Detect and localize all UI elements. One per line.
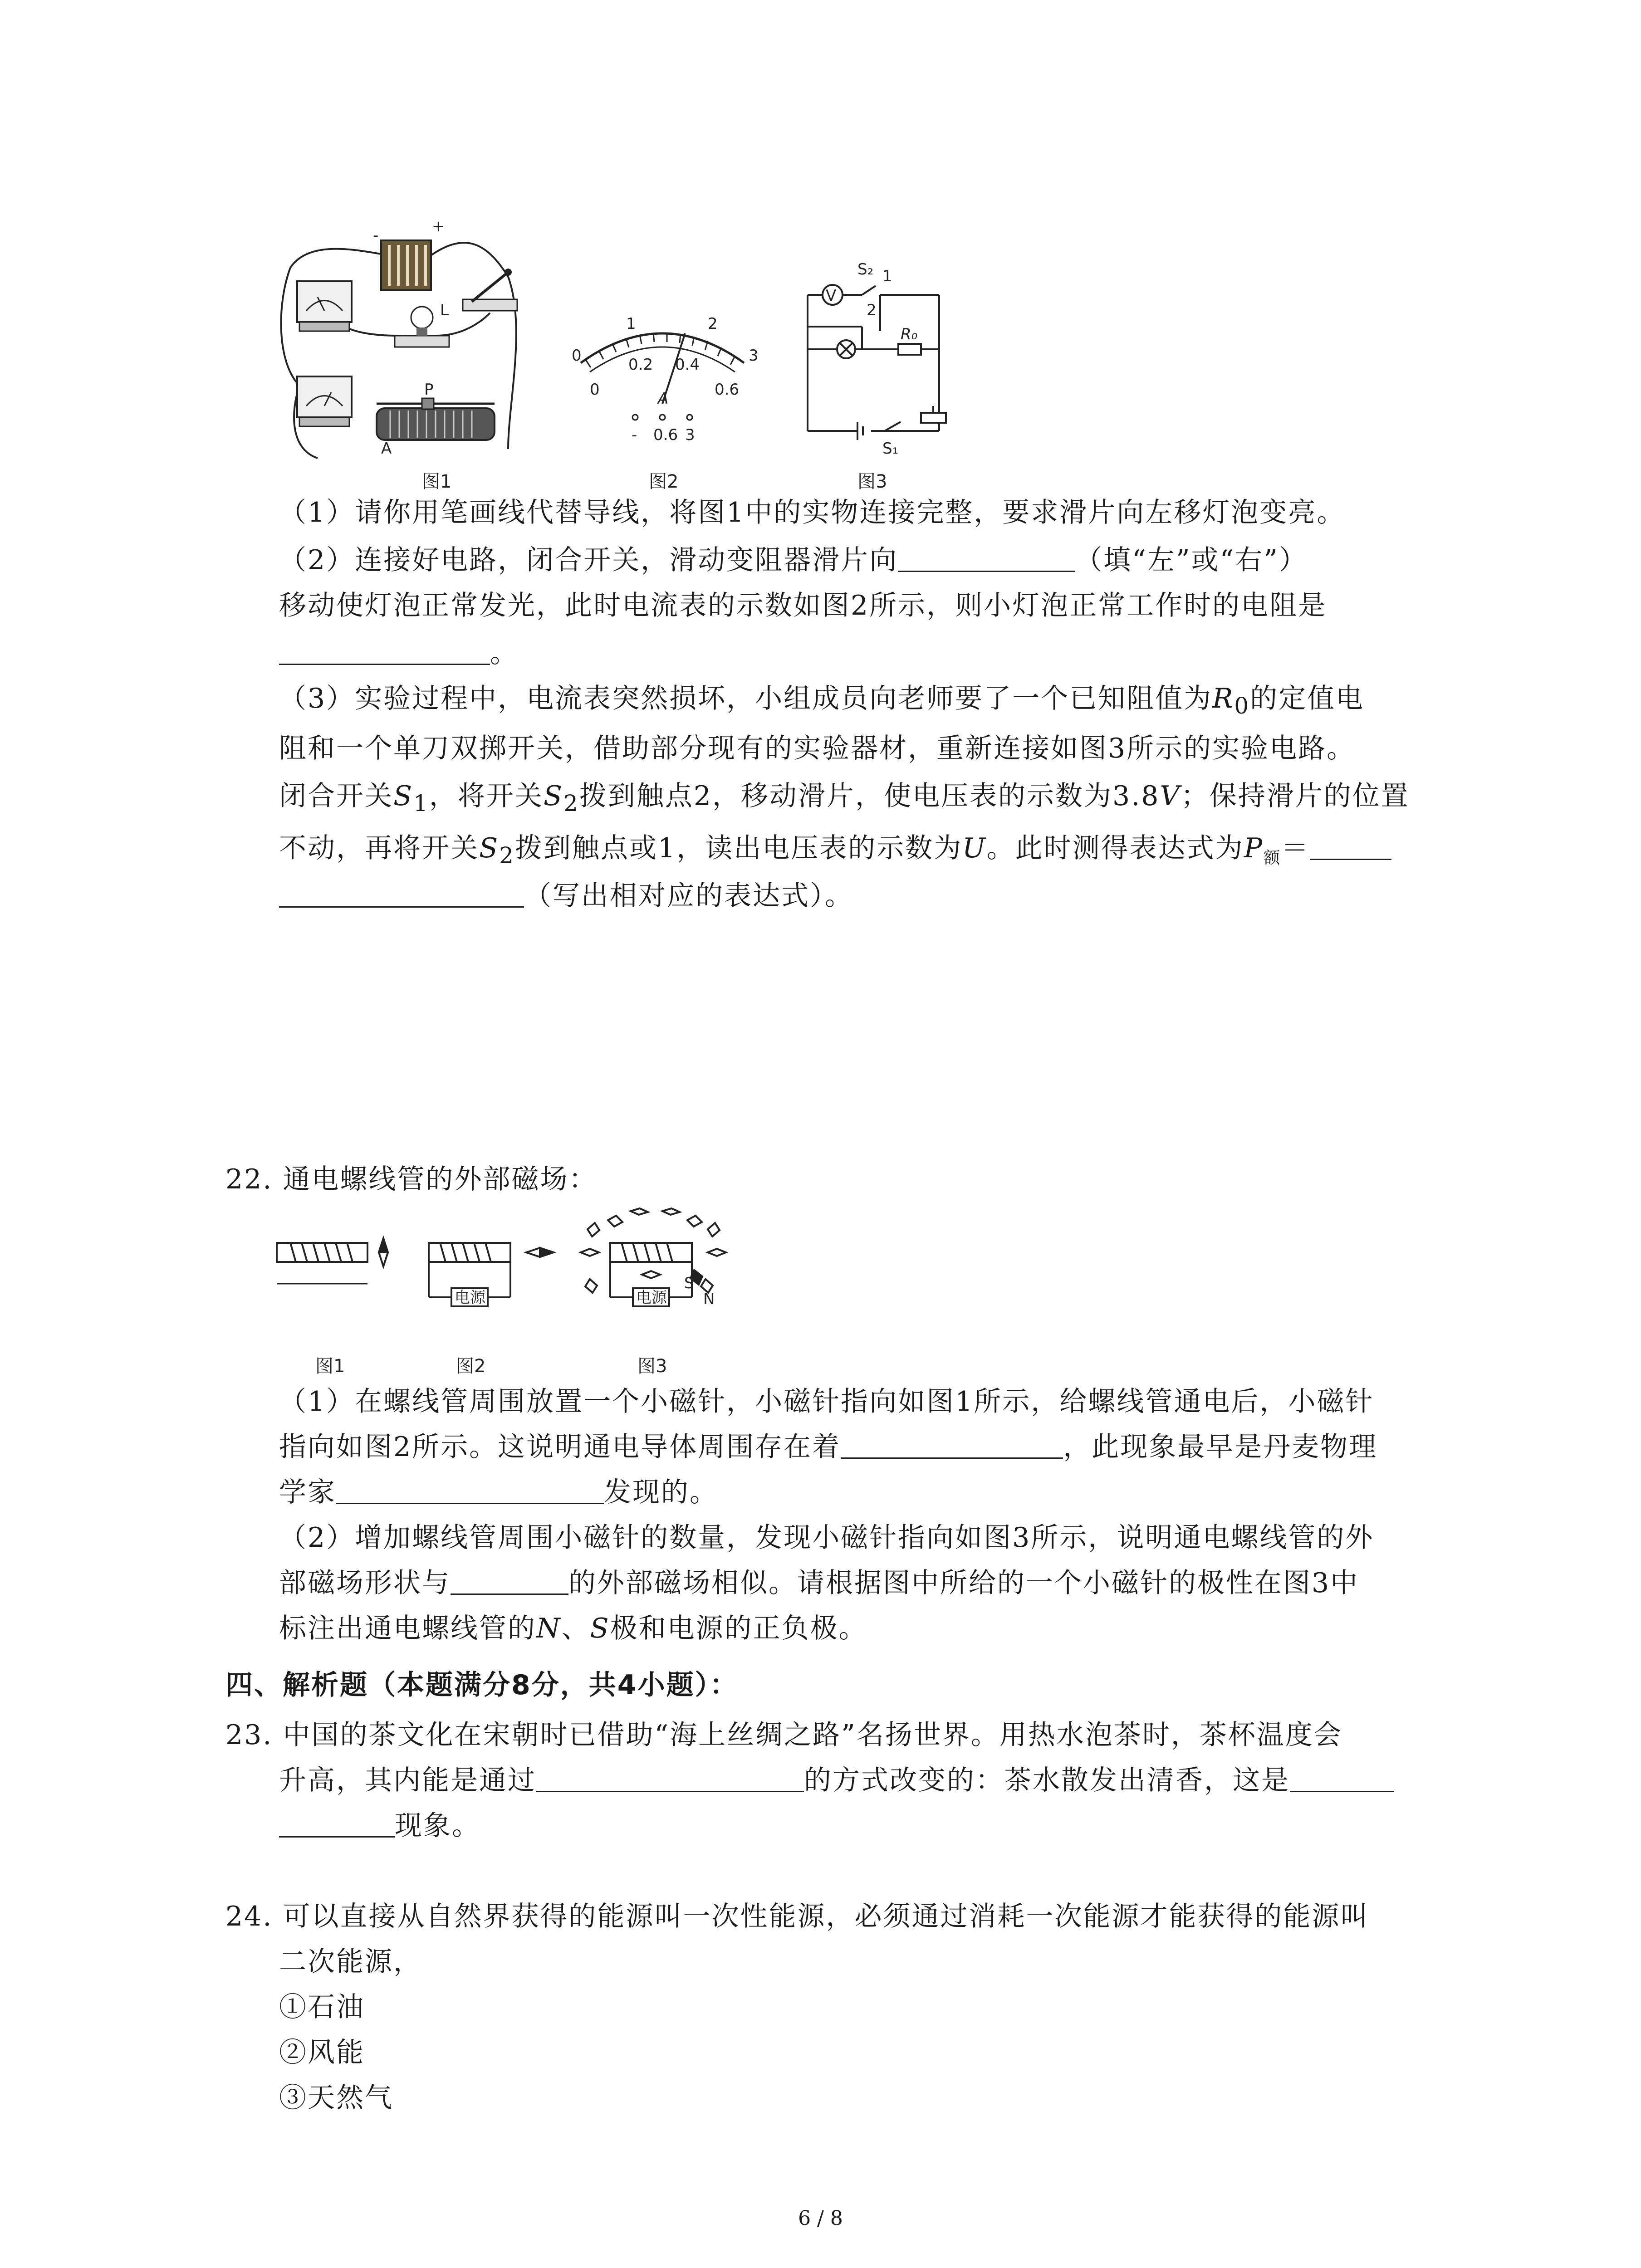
q21-p3-d1: 闭合开关 xyxy=(279,780,393,812)
q21-part3-line1 xyxy=(279,680,1364,724)
fig1-minus-label: - xyxy=(373,226,379,244)
section-4-heading: 四、解析题（本题满分8分，共4小题）： xyxy=(225,1669,739,1701)
q21-p2-text-a: （2）连接好电路，闭合开关，滑动变阻器滑片向 xyxy=(279,544,898,576)
q21-blank-expression-a[interactable] xyxy=(1310,833,1391,860)
q22-p1-e: 发现的。 xyxy=(604,1476,718,1508)
q21-part2-line3 xyxy=(279,635,519,671)
q21-part1: （1）请你用笔画线代替导线，将图1中的实物连接完整，要求滑片向左移灯泡变亮。 xyxy=(279,497,1346,528)
q21-s2-symbol-b: S xyxy=(479,832,500,864)
q21-p-symbol: P xyxy=(1244,832,1264,864)
q21-s1-subscript: 1 xyxy=(413,790,429,816)
q21-part3-line5 xyxy=(279,878,853,914)
q22-part1-line3 xyxy=(279,1474,718,1510)
fig1-lamp-label: L xyxy=(440,301,449,319)
q21-blank-expression-b[interactable] xyxy=(279,881,524,908)
q23-line3 xyxy=(279,1808,480,1844)
q21-blank-direction[interactable] xyxy=(898,545,1075,572)
q21-part3-line2: 阻和一个单刀双掷开关，借助部分现有的实验器材，重新连接如图3所示的实验电路。 xyxy=(279,733,1356,764)
q24-item-2: ②风能 xyxy=(279,2037,365,2068)
q21-p-subscript: 额 xyxy=(1264,849,1282,867)
q22-fig3-pole-n: N xyxy=(703,1290,715,1308)
fig1-circuit-photo xyxy=(281,217,517,492)
q21-s2-subscript: 2 xyxy=(563,790,579,816)
fig1-slider-label: P xyxy=(424,381,434,399)
fig3-caption: 图3 xyxy=(857,471,887,492)
q21-p3-text-a: （3）实验过程中，电流表突然损坏，小组成员向老师要了一个已知阻值为 xyxy=(279,683,1213,714)
fig2-unit: A xyxy=(658,390,669,408)
q22-blank-field[interactable] xyxy=(841,1432,1063,1459)
q23-blank-phenomenon-b[interactable] xyxy=(279,1811,395,1838)
q23-line2 xyxy=(279,1762,1394,1799)
q23-c: 现象。 xyxy=(395,1810,480,1842)
fig2-terminal-minus: - xyxy=(632,426,637,444)
q23-blank-phenomenon-a[interactable] xyxy=(1290,1765,1394,1792)
q22-fig1-solenoid xyxy=(277,1238,388,1284)
q22-part2-line3 xyxy=(279,1610,867,1647)
q22-p1-b: 指向如图2所示。这说明通电导体周围存在着 xyxy=(279,1431,841,1463)
fig2-caption: 图2 xyxy=(649,471,679,492)
q22-s-pole: S xyxy=(590,1613,610,1644)
q22-fig3-caption: 图3 xyxy=(637,1356,667,1377)
q22-p2-b1: 部磁场形状与 xyxy=(279,1567,451,1599)
q21-r0-symbol: R xyxy=(1212,683,1234,714)
fig2-terminal-06: 0.6 xyxy=(653,426,678,444)
fig2-bottom-tick-0: 0 xyxy=(590,381,600,399)
fig2-terminal-3: 3 xyxy=(685,426,695,444)
q21-p3-text-b: 的定值电 xyxy=(1250,683,1365,714)
q22-part1-line1: （1）在螺线管周围放置一个小磁针，小磁针指向如图1所示，给螺线管通电后，小磁针 xyxy=(279,1386,1374,1418)
q21-p3-e1: 不动，再将开关 xyxy=(279,832,479,864)
fig1-terminal-label: A xyxy=(381,440,392,458)
q21-p3-f: （写出相对应的表达式）。 xyxy=(524,880,853,912)
q22-fig1-caption: 图1 xyxy=(315,1356,345,1377)
q21-p3-e3: 。此时测得表达式为 xyxy=(986,832,1244,864)
fig2-bottom-tick-3: 0.6 xyxy=(715,381,740,399)
q22-title: 22. 通电螺线管的外部磁场： xyxy=(225,1163,598,1195)
q24-line1: 24. 可以直接从自然界获得的能源叫一次性能源，必须通过消耗一次能源才能获得的能源叫 xyxy=(225,1901,1369,1932)
fig2-bottom-tick-1: 0.2 xyxy=(628,356,653,374)
q22-p2-c2: 极和电源的正负极。 xyxy=(610,1613,867,1644)
ammeter-icon xyxy=(297,281,352,322)
fig2-bottom-tick-2: 0.4 xyxy=(675,356,700,374)
voltmeter-icon xyxy=(297,376,352,417)
q24-item-3: ③天然气 xyxy=(279,2082,393,2114)
q21-volt-unit: V xyxy=(1160,780,1181,812)
q21-p2-end: 。 xyxy=(490,637,519,669)
q22-p2-b2: 的外部磁场相似。请根据图中所给的一个小磁针的极性在图3中 xyxy=(568,1567,1359,1599)
q23-line1: 23. 中国的茶文化在宋朝时已借助“海上丝绸之路”名扬世界。用热水泡茶时，茶杯温度会 xyxy=(225,1719,1342,1751)
fig3-contact1: 1 xyxy=(882,267,892,285)
q21-part3-line3 xyxy=(279,778,1410,821)
q22-blank-shape[interactable] xyxy=(451,1568,568,1595)
q23-blank-method[interactable] xyxy=(536,1765,804,1792)
fig2-top-tick-2: 2 xyxy=(708,315,718,333)
q23-b2: 的方式改变的：茶水散发出清香，这是 xyxy=(804,1765,1290,1796)
fig2-top-tick-3: 3 xyxy=(749,347,759,365)
q22-blank-scientist[interactable] xyxy=(336,1477,604,1504)
q22-p2-c1: 标注出通电螺线管的 xyxy=(279,1613,536,1644)
q21-figures xyxy=(272,213,980,494)
q24-item-1: ①石油 xyxy=(279,1991,365,2023)
q21-s2-subscript-b: 2 xyxy=(499,842,515,869)
q21-part2-line2: 移动使灯泡正常发光，此时电流表的示数如图2所示，则小灯泡正常工作时的电阻是 xyxy=(279,590,1327,621)
q21-p2-text-b: （填“左”或“右”） xyxy=(1075,544,1308,576)
q21-p3-d3: 拨到触点2，移动滑片，使电压表的示数为3.8 xyxy=(579,780,1160,812)
q21-equals: ＝ xyxy=(1281,832,1310,864)
lamp-icon xyxy=(411,307,433,328)
fig3-switch1-label: S₁ xyxy=(882,440,899,458)
q21-s2-symbol: S xyxy=(543,780,564,812)
fig2-ammeter-dial xyxy=(572,315,759,492)
q22-part1-line2 xyxy=(279,1429,1377,1465)
fig3-schematic xyxy=(808,285,946,440)
q22-fig3-pole-s: S xyxy=(684,1274,694,1292)
q21-part2-line1 xyxy=(279,542,1308,578)
page-number: 6 / 8 xyxy=(798,2207,843,2230)
q22-fig3-power-label: 电源 xyxy=(636,1289,667,1307)
q21-p3-d4: ；保持滑片的位置 xyxy=(1181,780,1410,812)
q21-p3-d2: ，将开关 xyxy=(429,780,544,812)
q22-fig2-power-label: 电源 xyxy=(455,1289,485,1307)
fig1-caption: 图1 xyxy=(422,471,452,492)
fig3-voltmeter-label: V xyxy=(826,287,837,305)
q23-b1: 升高，其内能是通过 xyxy=(279,1765,536,1796)
q22-p1-d: 学家 xyxy=(279,1476,336,1508)
fig3-resistor-label: R₀ xyxy=(901,325,918,343)
fig2-top-tick-1: 1 xyxy=(626,315,636,333)
q22-sep: 、 xyxy=(561,1613,590,1644)
knife-switch-icon xyxy=(463,299,517,311)
q24-line2: 二次能源， xyxy=(279,1946,422,1978)
q21-blank-resistance[interactable] xyxy=(279,638,490,665)
q21-s1-symbol: S xyxy=(393,780,414,812)
fig1-plus-label: + xyxy=(432,217,445,235)
q22-fig2-caption: 图2 xyxy=(456,1356,486,1377)
q22-p1-c: ，此现象最早是丹麦物理 xyxy=(1063,1431,1378,1463)
fig3-switch2-label: S₂ xyxy=(857,260,874,279)
fig3-contact2: 2 xyxy=(867,301,877,319)
q21-part3-line4 xyxy=(279,830,1391,876)
fig2-top-tick-0: 0 xyxy=(572,347,582,365)
q22-part2-line2 xyxy=(279,1565,1359,1601)
q22-part2-line1: （2）增加螺线管周围小磁针的数量，发现小磁针指向如图3所示，说明通电螺线管的外 xyxy=(279,1522,1374,1554)
q21-r0-subscript: 0 xyxy=(1234,693,1250,719)
q22-fig2-solenoid xyxy=(429,1243,554,1306)
q22-figures xyxy=(272,1202,794,1383)
q22-n-pole: N xyxy=(536,1613,562,1644)
q21-p3-e2: 拨到触点或1，读出电压表的示数为 xyxy=(514,832,963,864)
q21-u-symbol: U xyxy=(962,832,987,864)
